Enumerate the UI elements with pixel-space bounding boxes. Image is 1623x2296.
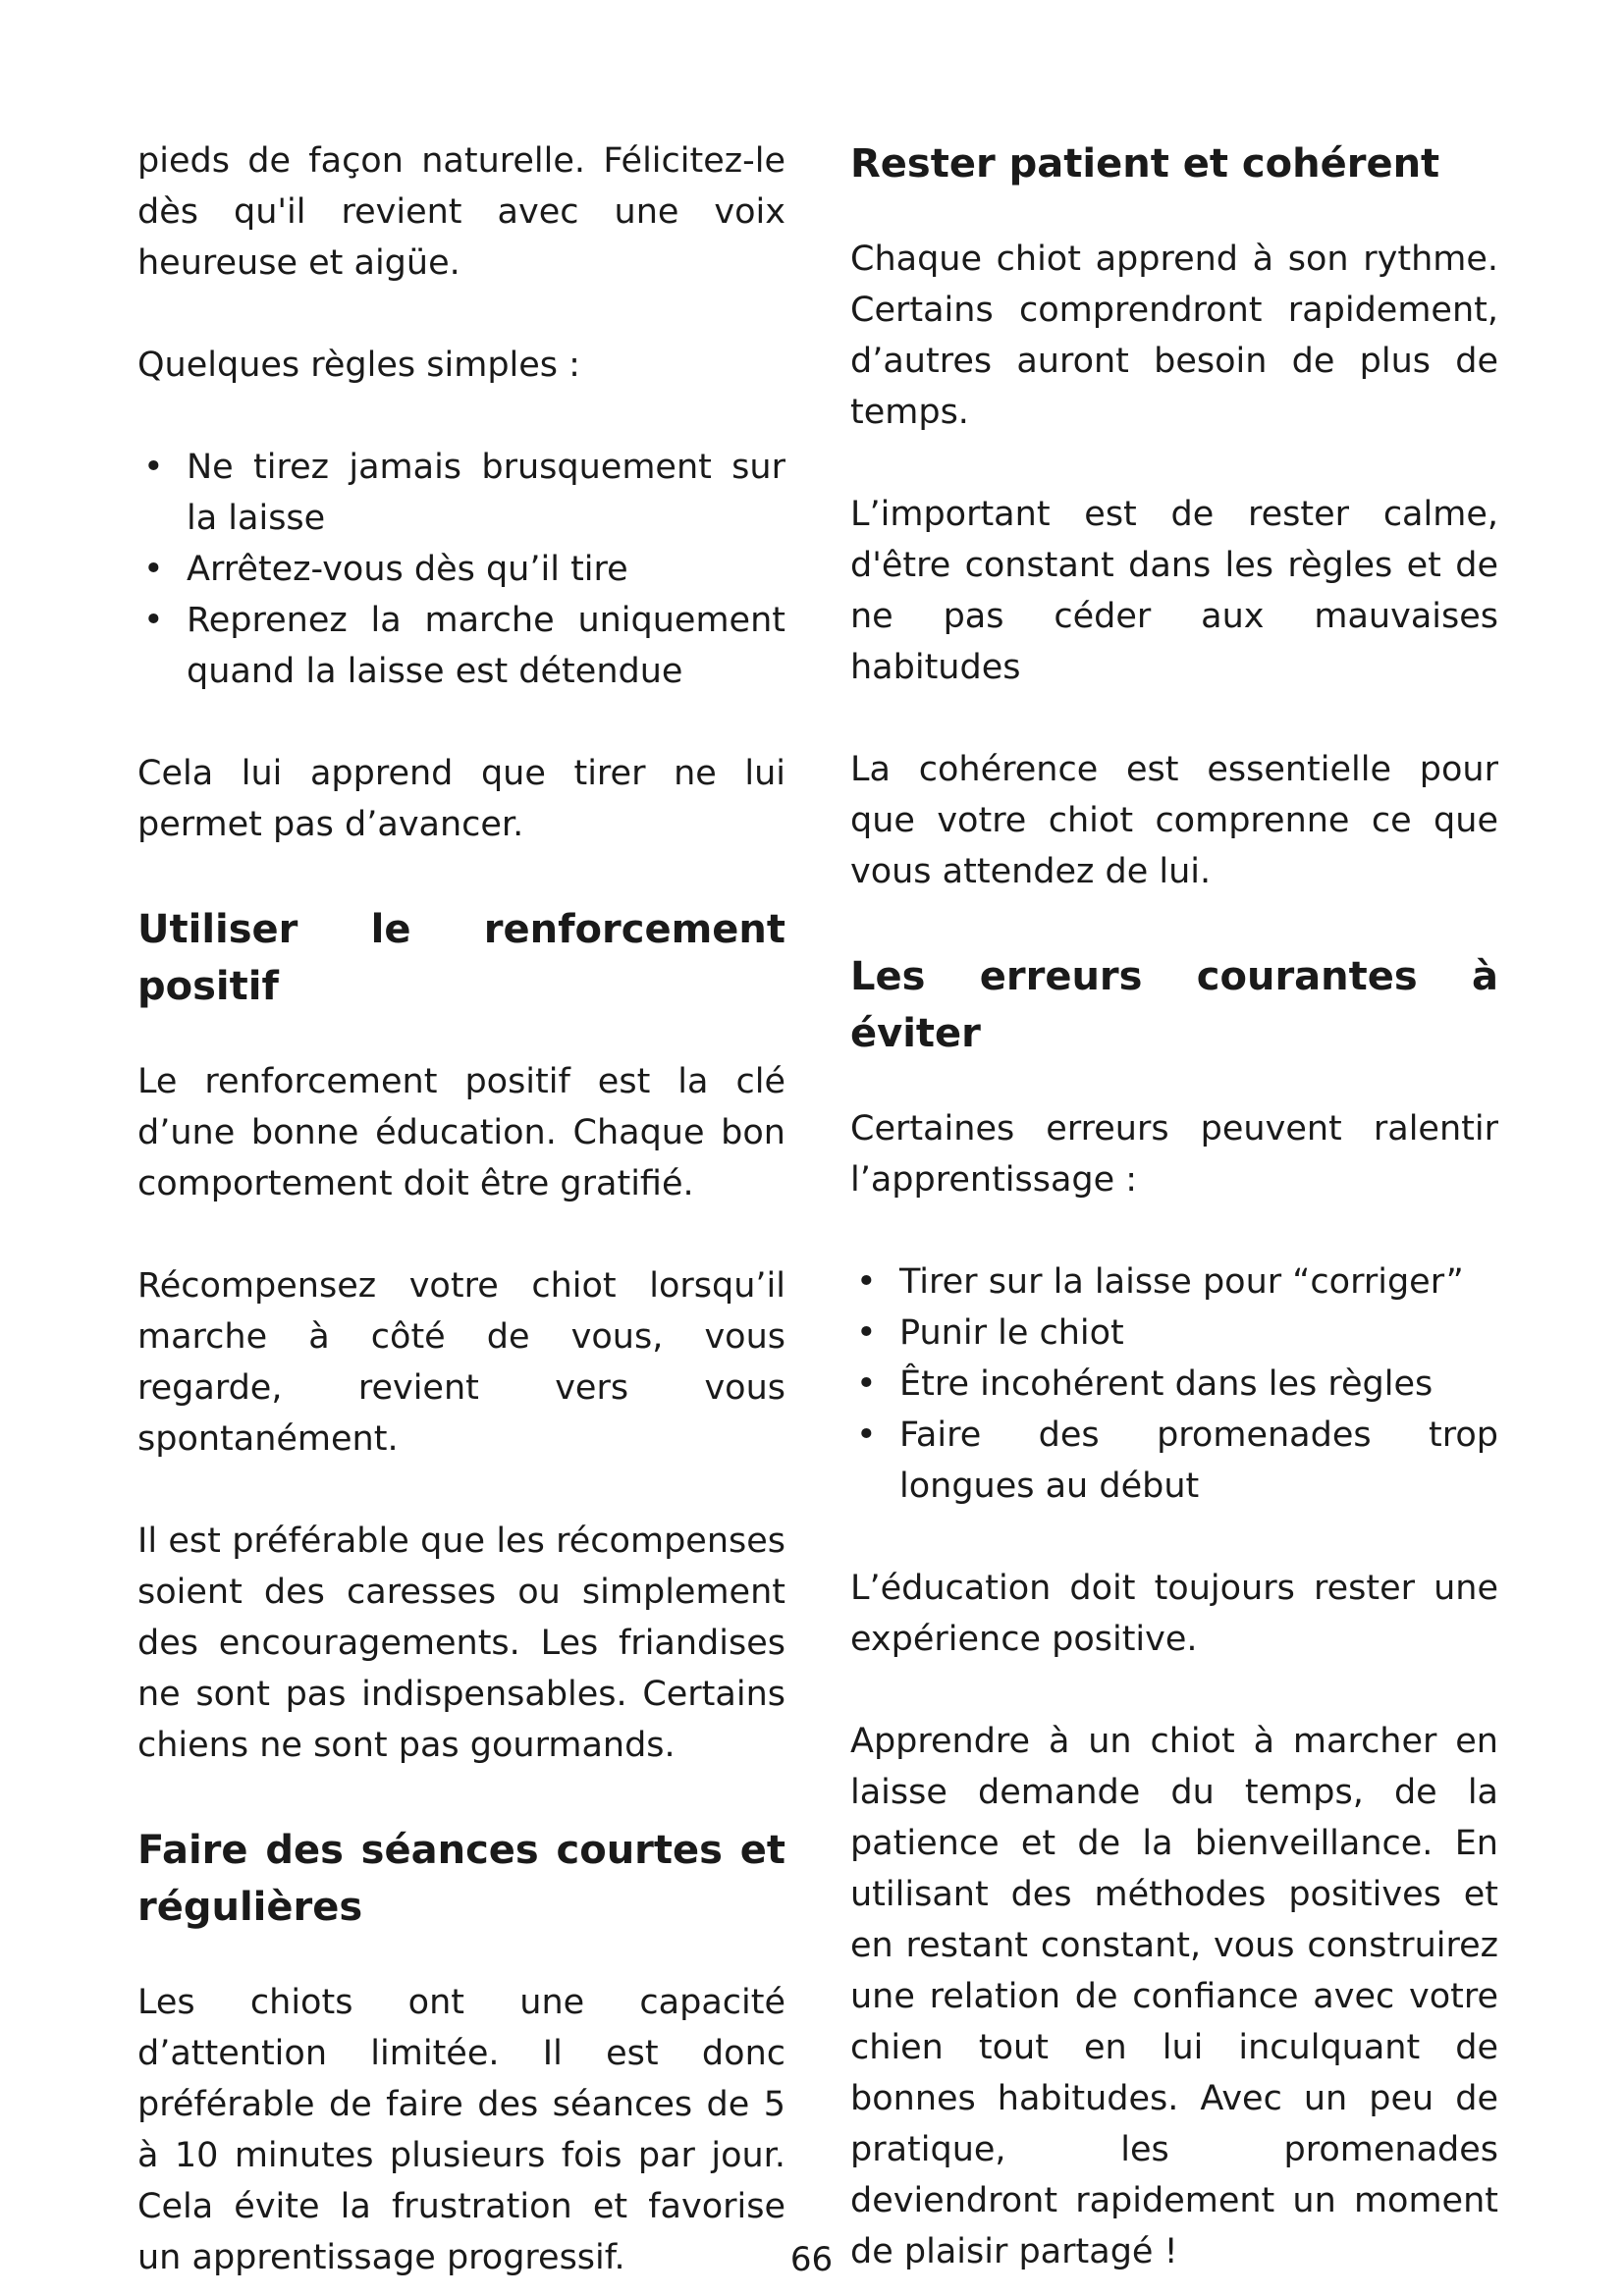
paragraph: Cela lui apprend que tirer ne lui permet pas d’avancer. [137,754,785,844]
page-number: 66 [789,2240,834,2279]
section-heading: Utiliser le renforcement positif [137,907,785,1009]
bullet-list [850,1256,1498,1512]
list-item: • Punir le chiot [850,1308,1498,1359]
right-column [850,135,1498,2277]
list-item: • Ne tirez jamais brusquement sur la laisse [137,442,785,544]
section-heading: Les erreurs courantes à éviter [850,954,1498,1056]
list-item: • Reprenez la marche uniquement quand la laisse est détendue [137,595,785,697]
list-item: • Arrêtez-vous dès qu’il tire [137,544,785,595]
list-item: • Tirer sur la laisse pour “corriger” [850,1256,1498,1308]
paragraph: Récompensez votre chiot lorsqu’il marche à côté de vous, vous regarde, revient vers vous spontanément. [137,1266,785,1459]
bullet-list [137,442,785,697]
paragraph: Apprendre à un chiot à marcher en laisse demande du temps, de la patience et de la bienveillance. En utilisant des méthodes positives et en restant constant, vous construirez une relation de confiance avec votre chien tout en lui inculquant de bonnes habitudes. Avec un peu de pratique, les promenades deviendront rapidement un moment de plaisir partagé ! [850,1722,1498,2271]
list-item: • Être incohérent dans les règles [850,1359,1498,1410]
left-column [137,135,785,2283]
paragraph: pieds de façon naturelle. Félicitez-le dès qu'il revient avec une voix heureuse et aigüe. [137,141,785,283]
paragraph: Il est préférable que les récompenses soient des caresses ou simplement des encouragements. Les friandises ne sont pas indispensables. Certains chiens ne sont pas gourmands. [137,1522,785,1765]
paragraph: La cohérence est essentielle pour que votre chiot comprenne ce que vous attendez de lui. [850,750,1498,891]
paragraph: Les chiots ont une capacité d’attention limitée. Il est donc préférable de faire des séances de 5 à 10 minutes plusieurs fois par jour. Cela évite la frustration et favorise un apprentissage progressif. [137,1983,785,2277]
section-heading: Rester patient et cohérent [850,141,1440,187]
list-item: • Faire des promenades trop longues au début [850,1410,1498,1512]
paragraph: Certaines erreurs peuvent ralentir l’apprentissage : [850,1109,1498,1200]
paragraph: L’important est de rester calme, d'être constant dans les règles et de ne pas céder aux mauvaises habitudes [850,495,1498,687]
paragraph: Chaque chiot apprend à son rythme. Certains comprendront rapidement, d’autres auront besoin de plus de temps. [850,240,1498,432]
paragraph: Le renforcement positif est la clé d’une bonne éducation. Chaque bon comportement doit être gratifié. [137,1062,785,1203]
paragraph: L’éducation doit toujours rester une expérience positive. [850,1569,1498,1659]
paragraph: Quelques règles simples : [137,346,580,385]
section-heading: Faire des séances courtes et régulières [137,1828,785,1930]
